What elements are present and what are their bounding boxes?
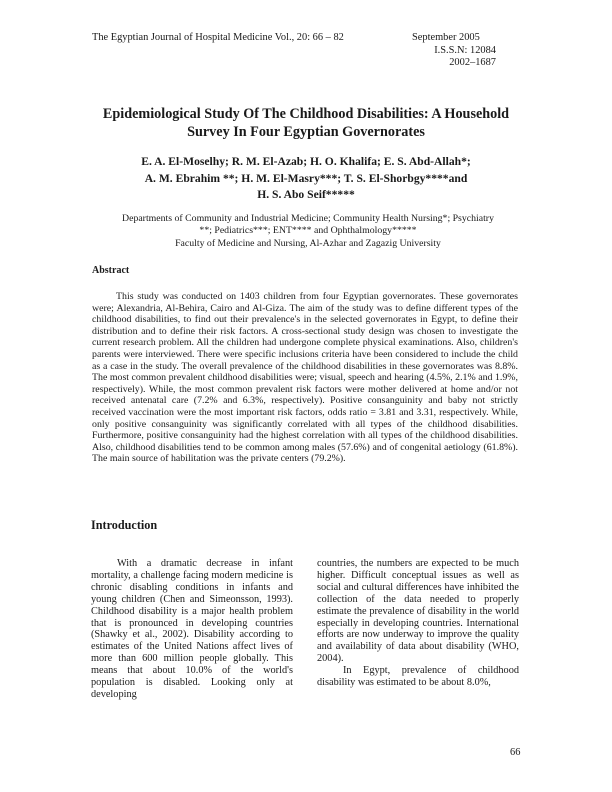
author-line: E. A. El-Moselhy; R. M. El-Azab; H. O. Khalifa; E. S. Abd-Allah*; <box>141 155 471 168</box>
affiliation-line: Faculty of Medicine and Nursing, Al-Azhar and Zagazig University <box>175 237 441 249</box>
page-number: 66 <box>510 747 521 758</box>
header-date: September 2005 <box>412 32 480 43</box>
header-code: 2002–1687 <box>449 57 496 69</box>
introduction-heading: Introduction <box>91 518 158 532</box>
body-paragraph: In Egypt, prevalence of childhood disability was estimated to be about 8.0%, <box>317 665 519 689</box>
body-column-right <box>317 558 519 689</box>
author-line: A. M. Ebrahim **; H. M. El-Masry***; T. S. El-Shorbgy****and <box>144 171 468 185</box>
paper-title: Epidemiological Study Of The Childhood Disabilities: A Household Survey In Four Egyptian Governorates <box>102 106 510 140</box>
header-meta <box>412 32 496 70</box>
affiliation-line: **; Pediatrics***; ENT**** and Ophthalmology***** <box>199 225 417 237</box>
author-line: H. S. Abo Seif***** <box>257 188 355 201</box>
author-list <box>90 154 522 204</box>
journal-header: The Egyptian Journal of Hospital Medicine Vol., 20: 66 – 82 <box>92 32 344 43</box>
affiliation-line: Departments of Community and Industrial Medicine; Community Health Nursing*; Psychiatry <box>122 213 494 224</box>
affiliation <box>88 213 528 250</box>
abstract-heading: Abstract <box>92 265 130 276</box>
header-issn: I.S.S.N: 12084 <box>434 44 496 56</box>
body-paragraph: With a dramatic decrease in infant mortality, a challenge facing modern medicine is chronic disabling conditions in infants and young children (Chen and Simeonsson, 1993). Childhood disability is a major health problem that is pronounced in developing countries (Shawky et al., 2002). Disability according to estimates of the United Nations affect lives of more than 600 million people globally. This means that about 10.0% of the world's population is disabled. Looking only at developing <box>91 558 293 700</box>
body-paragraph: countries, the numbers are expected to be much higher. Difficult conceptual issues as well as social and cultural differences have inhibited the collection of the data needed to properly estimate the prevalence of disability in the world especially in developing countries. International efforts are now underway to improve the quality and availability of data about disability (WHO, 2004). <box>317 558 519 665</box>
body-column-left <box>91 558 293 701</box>
abstract-text: This study was conducted on 1403 children from four Egyptian governorates. These governorates were; Alexandria, Al-Behira, Cairo and Al-Giza. The aim of the study was to define different types of the childhood disabilities, to find out their prevalence's in the selected governorates in Egypt, to define their distribution and to define their risk factors. A cross-sectional study design was chosen to investigate the current research problem. All the children had undergone complete physical examinations. Also, children's parents were interviewed. There were specific inclusions criteria have been considered to include the child as a case in the study. The overall prevalence of the childhood disabilities in these governorates was 8.8%. The most common prevalent childhood disabilities were; visual, speech and hearing (4.5%, 2.1% and 1.9%, respectively). While, the most common prevalent risk factors were mother delivered at home and/or not received antenatal care (7.2% and 6.3%, respectively). Positive consanguinity and baby not strictly received vaccination were the most important risk factors, odds ratio = 3.81 and 3.31, respectively. While, only positive consanguinity was significantly correlated with all types of the childhood disabilities. Furthermore, positive consanguinity had the highest correlation with all types of the childhood disabilities. Also, childhood disabilities tend to be common among males (57.6%) and of congenital aetiology (61.8%). The main source of habilitation was the private centers (79.2%). <box>92 291 518 465</box>
